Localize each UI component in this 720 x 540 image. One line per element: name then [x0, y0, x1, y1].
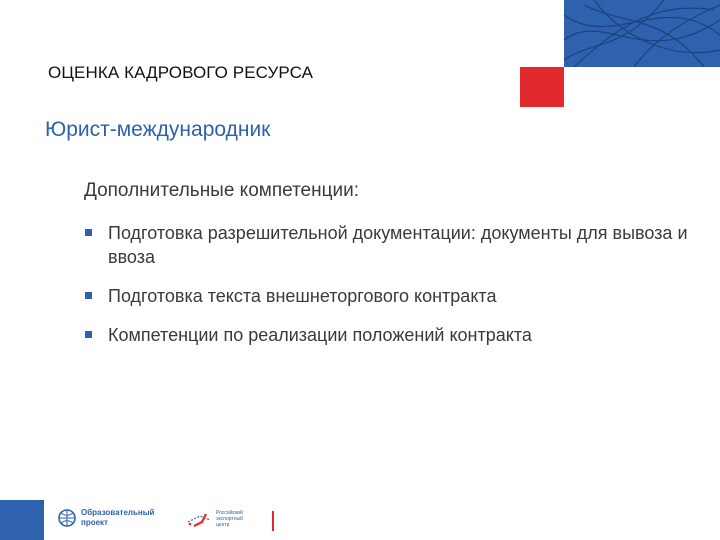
bullet-text: Компетенции по реализации положений контракта	[108, 325, 532, 345]
logo2-line3: центр	[216, 522, 230, 528]
curve-pattern-icon	[564, 0, 720, 67]
bullet-text: Подготовка разрешительной документации: документы для вывоза и ввоза	[108, 223, 688, 267]
logo1-line2: проект	[81, 518, 108, 527]
bullet-item	[84, 323, 704, 347]
logo1-text	[81, 508, 154, 528]
header-title: ОЦЕНКА КАДРОВОГО РЕСУРСА	[48, 63, 314, 82]
footer-divider	[272, 511, 274, 531]
bullet-item	[84, 221, 704, 269]
decorative-red-square	[520, 67, 564, 107]
footer-blue-square	[0, 500, 44, 540]
lead-text: Дополнительные компетенции:	[84, 180, 359, 201]
square-bullet-icon	[85, 229, 92, 236]
bullet-text: Подготовка текста внешнеторгового контракта	[108, 286, 497, 306]
logo2-text	[216, 510, 243, 528]
arrow-logo-icon	[186, 510, 212, 530]
slide-subtitle: Юрист-международник	[45, 118, 271, 141]
bullet-list	[84, 221, 704, 347]
square-bullet-icon	[85, 292, 92, 299]
bullet-item	[84, 284, 704, 308]
footer-logo-education-project	[57, 506, 167, 536]
logo2-line2: экспортный	[216, 516, 243, 522]
globe-logo-icon	[57, 508, 77, 528]
square-bullet-icon	[85, 331, 92, 338]
footer-logo-export-center	[182, 506, 282, 536]
logo2-line1: Российский	[216, 510, 243, 516]
decorative-blue-pattern	[564, 0, 720, 67]
logo1-line1: Образовательный	[81, 508, 155, 517]
